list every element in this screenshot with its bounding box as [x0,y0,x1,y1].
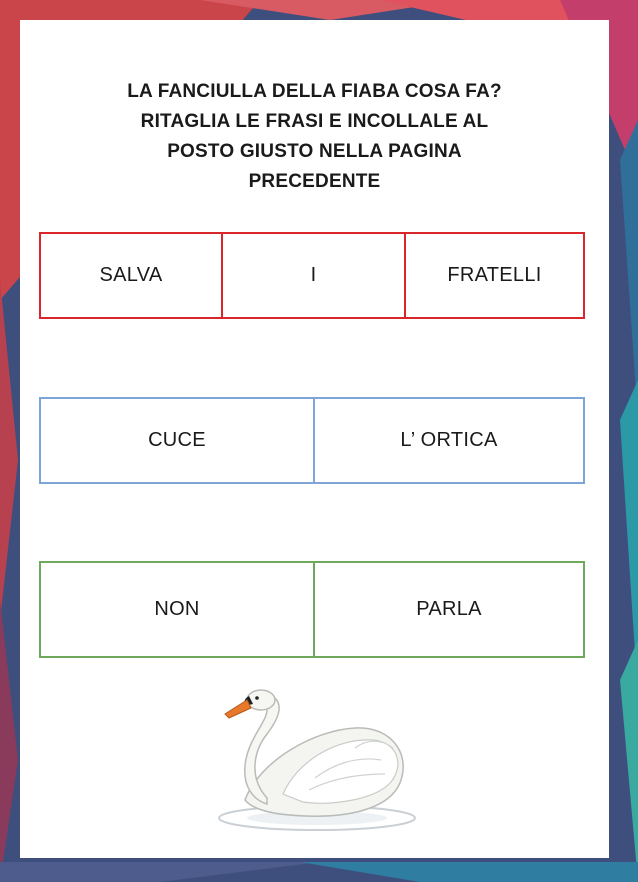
word-card-lortica: L’ ORTICA [400,429,498,451]
word-card-parla: PARLA [416,598,482,620]
instruction-line-3: POSTO GIUSTO NELLA PAGINA [167,141,462,162]
word-card-non: NON [41,563,315,656]
instruction-line-4: PRECEDENTE [248,171,381,192]
swan-illustration [205,682,425,842]
worksheet-page [20,20,609,858]
instruction-title [50,77,579,197]
phrase-strip-cuce-lortica [39,397,585,484]
word-card-cuce: CUCE [41,399,315,482]
phrase-strip-non-parla [39,561,585,658]
word-card-i: I [223,234,406,317]
phrase-strip-salva-i-fratelli [39,232,585,319]
word-card-salva: SALVA [41,234,223,317]
instruction-line-1: LA FANCIULLA DELLA FIABA COSA FA? [127,81,502,102]
word-card-fratelli: FRATELLI [447,264,542,286]
instruction-line-2: RITAGLIA LE FRASI E INCOLLALE AL [140,111,489,132]
